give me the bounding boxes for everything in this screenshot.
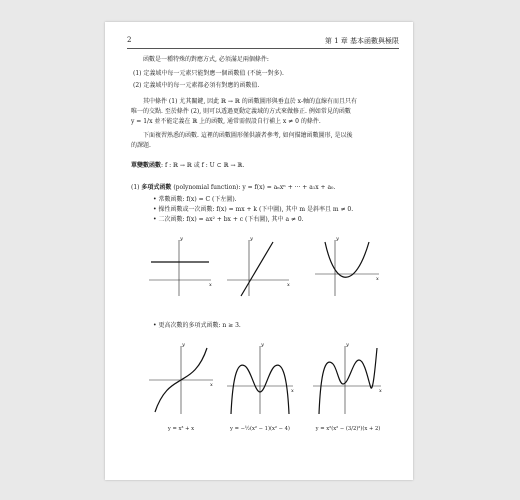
- y-axis-label: y: [261, 342, 264, 348]
- graph-constant: [145, 234, 215, 298]
- graph-quartic-negative: [223, 340, 297, 416]
- item-number: (1): [131, 184, 140, 191]
- condition-1: (1) 定義域中每一元素只能對應一個函數值 (不統一對多).: [133, 70, 284, 77]
- item-1-heading: [131, 184, 335, 192]
- y-axis-label: y: [346, 342, 349, 348]
- caption-quartic: y = −½(x² − 1)(x² − 4): [230, 426, 290, 432]
- paragraph-3-line-2: 的課題.: [131, 142, 151, 149]
- bullet-linear: • 操性函數或一次函數: f(x) = mx + k (下中圖), 其中 m 是斜率且 m ≠ 0.: [153, 206, 354, 213]
- x-axis-label: x: [209, 282, 212, 288]
- graph-cubic: [145, 340, 217, 416]
- paragraph-2-line-1: 其中條件 (1) 尤其關鍵, 因此 ℝ → ℝ 的函數圖形與垂直於 x-軸的直線有而且只有: [143, 98, 357, 105]
- chapter-title: 第 1 章 基本函數與極限: [324, 37, 399, 45]
- x-axis-label: x: [291, 388, 294, 394]
- graph-linear: [223, 234, 293, 298]
- caption-quintic: y = x²(x² − (3/2)²)(x + 2): [315, 426, 381, 432]
- y-axis-label: y: [336, 236, 339, 242]
- graph-quintic: [309, 340, 385, 416]
- paragraph-3-line-1: 下面複習熟悉的函數. 這裡的函數圖形僅供讀者參考, 如何描繪函數圖形, 是以後: [143, 132, 353, 139]
- item-title: 多項式函數: [141, 184, 172, 191]
- x-axis-label: x: [210, 382, 213, 388]
- page-header: [127, 36, 399, 49]
- caption-cubic: y = x³ + x: [167, 426, 195, 432]
- paragraph-2-line-3: y = 1/x 並不能定義在 ℝ 上的函數, 通常需假設自行補上 x ≠ 0 的條件.: [131, 118, 321, 125]
- section-title: 單變數函數: [131, 162, 162, 169]
- page-number: 2: [127, 36, 132, 44]
- y-axis-label: y: [180, 236, 183, 242]
- bullet-quadratic: • 二次函數: f(x) = ax² + bx + c (下右圖), 其中 a ≠ 0.: [153, 216, 304, 223]
- y-axis-label: y: [182, 342, 185, 348]
- paragraph-2-line-2: 唯一的交點. 至於條件 (2), 則可以透過更動定義域的方式來做修正. 例如常見的函數: [131, 108, 351, 115]
- section-heading: [131, 162, 244, 170]
- section-title-rest: : f : ℝ → ℝ 或 f : U ⊂ ℝ → ℝ.: [161, 162, 245, 169]
- x-axis-label: x: [379, 388, 382, 394]
- book-page: [105, 22, 413, 480]
- graph-quadratic: [311, 234, 383, 298]
- x-axis-label: x: [376, 276, 379, 282]
- bullet-constant: • 常數函數: f(x) = C (下左圖).: [153, 196, 237, 203]
- bullet-higher-degree: • 更高次數的多項式函數: n ≥ 3.: [153, 322, 241, 329]
- condition-2: (2) 定義域中的每一元素都必須有對應的函數值.: [133, 82, 260, 89]
- item-title-rest: (polynomial function): y = f(x) = aₙxⁿ + ··· + a₁x + a₀.: [171, 184, 336, 191]
- x-axis-label: x: [287, 282, 290, 288]
- y-axis-label: y: [250, 236, 253, 242]
- intro-line: 函數是一種特殊的對應方式, 必須滿足兩個條件:: [143, 56, 269, 63]
